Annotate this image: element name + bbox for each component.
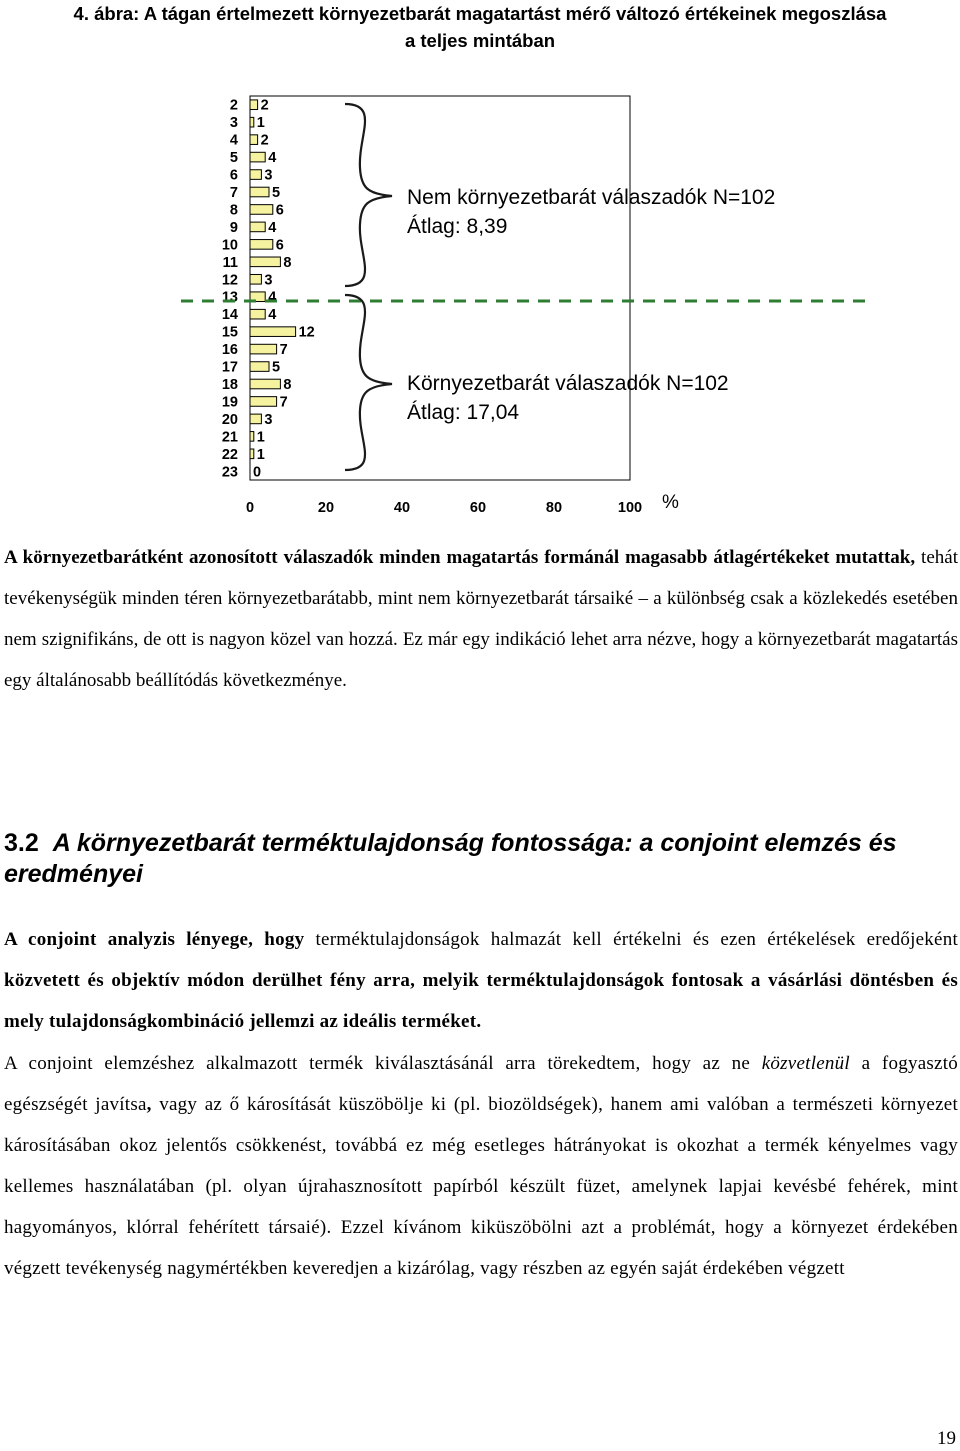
bar-4 [250,135,258,145]
value-label-20: 3 [264,411,273,428]
bar-6 [250,170,261,180]
value-label-7: 5 [272,185,281,201]
bar-14 [250,309,265,319]
category-label-3: 3 [229,115,238,132]
category-label-15: 15 [221,324,238,341]
category-label-19: 19 [221,394,238,411]
bar-9 [250,222,265,232]
category-label-7: 7 [229,185,238,201]
category-label-12: 12 [221,272,238,289]
category-label-11: 11 [222,254,238,271]
value-label-19: 7 [279,394,288,411]
value-label-8: 6 [275,202,284,219]
group2-brace [345,295,392,470]
paragraph-3-text-2: a fogyasztó egészségét javítsa [4,1053,958,1115]
paragraph-1-text: tehát tevékenységük minden téren környezetbarátabb, mint nem környezetbarát társaiké – a különbség csak a közlekedés esetében nem szignifikáns, de ott is nagyon közel van hozzá. Ez már egy indikáció lehet arra nézve, hogy a környezetbarát magatartás egy általánosabb beállítódás következménye. [4,547,958,691]
value-label-3: 1 [256,115,265,132]
category-label-22: 22 [221,446,238,463]
x-tick-100: 100 [617,500,643,516]
section-title: A környezetbarát terméktulajdonság fontossága: a conjoint elemzés és eredményei [4,829,897,888]
bar-22 [250,449,254,459]
category-label-21: 21 [221,429,238,446]
paragraph-2 [4,919,958,1042]
group1-label-line2: Átlag: 8,39 [407,215,508,238]
value-label-22: 1 [256,446,265,463]
category-axis-labels [222,98,238,481]
paragraph-3-italic: közvetlenül [761,1053,850,1074]
x-axis-tick-labels [246,500,642,516]
bar-2 [250,100,258,110]
value-label-6: 3 [264,167,273,184]
section-number: 3.2 [4,829,39,857]
x-tick-80: 80 [545,500,563,516]
bar-16 [250,344,277,354]
paragraph-1-bold: A környezetbarátként azonosított válaszadók minden magatartás formánál magasabb átlagértékeket mutattak, [4,547,916,568]
value-label-9: 4 [268,219,277,236]
bar-12 [250,274,261,284]
category-label-17: 17 [221,359,238,376]
value-label-17: 5 [272,359,281,376]
category-label-16: 16 [221,342,238,359]
category-label-8: 8 [229,202,238,219]
value-label-10: 6 [275,237,284,254]
category-label-9: 9 [229,219,238,236]
bar-19 [250,397,277,407]
bar-10 [250,240,273,250]
section-heading [4,828,954,890]
value-label-5: 4 [268,150,277,167]
x-tick-60: 60 [469,500,487,516]
group2-label-line1: Környezetbarát válaszadók N=102 [407,372,729,395]
category-label-23: 23 [221,464,238,481]
bar-18 [250,379,280,389]
bar-21 [250,432,254,442]
page-number: 19 [937,1428,956,1449]
bar-8 [250,205,273,215]
value-label-14: 4 [268,307,277,324]
value-label-16: 7 [279,342,288,359]
bar-17 [250,362,269,372]
value-label-15: 12 [298,324,315,341]
paragraph-3-text-1: A conjoint elemzéshez alkalmazott termék kiválasztásánál arra törekedtem, hogy az ne [4,1053,762,1074]
x-tick-40: 40 [393,500,411,516]
bar-20 [250,414,261,424]
group1-label-line1: Nem környezetbarát válaszadók N=102 [407,186,776,209]
bar-5 [250,152,265,162]
x-tick-20: 20 [317,500,335,516]
figure-caption-line1: 4. ábra: A tágan értelmezett környezetbarát magatartást mérő változó értékeinek megoszlása [73,3,887,24]
category-label-13: 13 [221,289,238,306]
category-label-10: 10 [221,237,238,254]
paragraph-3-text-3: vagy az ő károsítását küszöbölje ki (pl. biozöldségek), hanem ami valóban a természeti környezet károsításában okoz jelentős csökkenést, továbbá ez még esetleges hátrányokat is okozhat a termék kényelmes vagy kellemes használatában (pl. olyan újrahasznosított papírból készült füzet, amelynek lapjai kevésbé fehérek, mint hagyományos, klórral fehérített társaié). Ezzel kívánom kiküszöbölni azt a problémát, hogy a környezet érdekében végzett tevékenység nagymértékben keveredjen a kizárólag, vagy részben az egyén saját érdekében végzett [4,1094,958,1279]
category-label-14: 14 [221,307,238,324]
distribution-chart [0,88,960,528]
value-label-12: 3 [264,272,273,289]
category-label-4: 4 [229,132,238,149]
value-label-23: 0 [253,464,262,481]
category-label-2: 2 [229,97,238,114]
bar-11 [250,257,280,267]
paragraph-2-bold-2: közvetett és objektív módon derülhet fény arra, melyik terméktulajdonságok fontosak a vásárlási döntésben és mely tulajdonságkombináció jellemzi az ideális terméket. [4,970,958,1032]
value-label-4: 2 [260,132,269,149]
x-axis-unit: % [662,492,679,513]
bar-15 [250,327,296,337]
paragraph-1 [4,537,958,701]
value-label-2: 2 [260,97,269,114]
paragraph-2-bold-1: A conjoint analyzis lényege, hogy [4,929,305,950]
bar-3 [250,117,254,127]
category-label-18: 18 [221,377,238,393]
value-label-13: 4 [268,289,277,306]
figure-caption-line2: a teljes mintában [404,30,556,51]
value-label-21: 1 [256,429,265,446]
paragraph-3 [4,1043,958,1289]
paragraph-3-bold-comma: , [146,1094,152,1115]
value-label-18: 8 [283,377,292,393]
value-label-11: 8 [283,254,292,271]
bar-7 [250,187,269,197]
category-label-5: 5 [229,150,238,167]
paragraph-2-text: terméktulajdonságok halmazát kell értékelni és ezen értékelések eredőjeként [304,929,958,950]
group2-label-line2: Átlag: 17,04 [407,401,520,424]
figure-caption [0,0,960,54]
category-label-6: 6 [229,167,238,184]
x-tick-0: 0 [245,500,255,516]
category-label-20: 20 [221,411,238,428]
group1-brace [345,104,392,286]
